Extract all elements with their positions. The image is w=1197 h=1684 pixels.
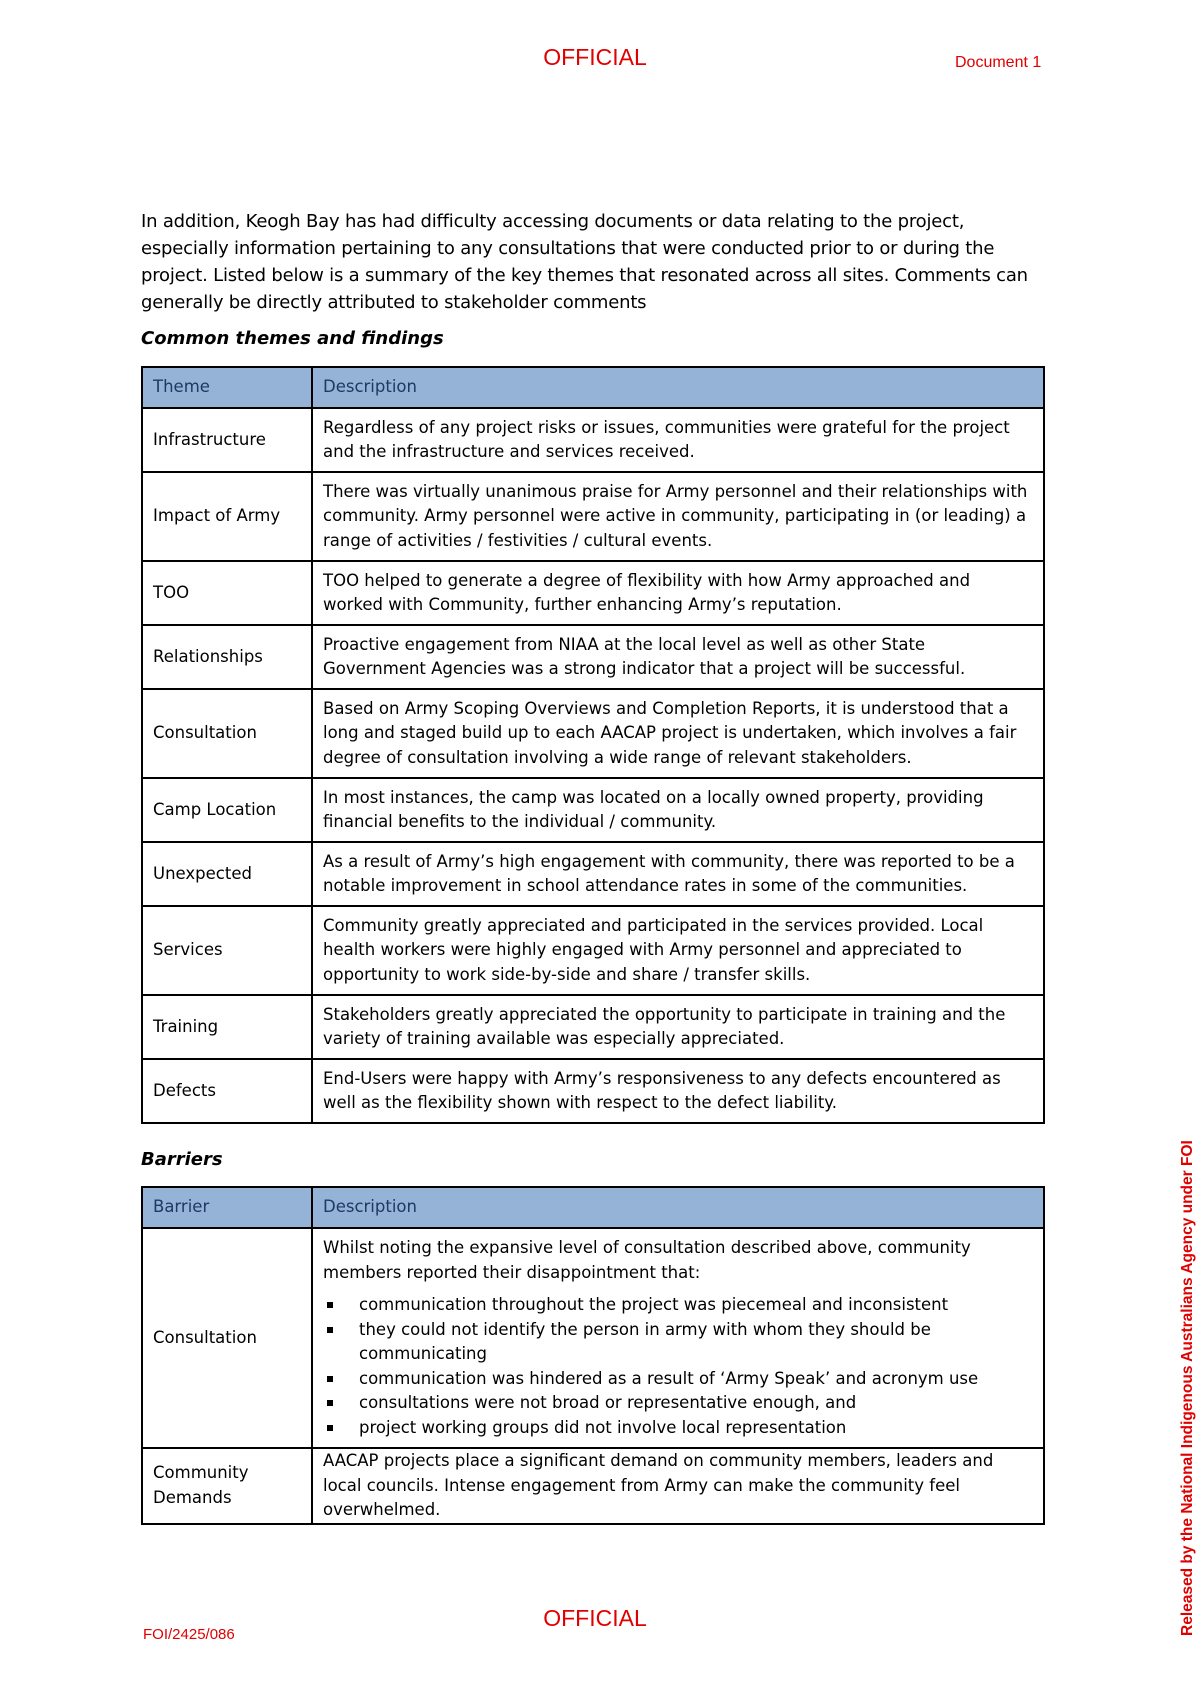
bullet-item: communication throughout the project was piecemeal and inconsistent (323, 1293, 1033, 1318)
column-header-description: Description (312, 1187, 1044, 1228)
description-cell: Regardless of any project risks or issues, communities were grateful for the project and the infrastructure and services received. (312, 408, 1044, 472)
theme-cell: Defects (142, 1059, 312, 1123)
table-header-row (142, 367, 1044, 408)
themes-heading: Common themes and findings (141, 328, 444, 349)
theme-cell: Camp Location (142, 778, 312, 842)
barriers-table (141, 1186, 1045, 1525)
table-row (142, 1448, 1044, 1524)
barriers-heading: Barriers (141, 1149, 223, 1170)
table-row (142, 1228, 1044, 1448)
description-cell (312, 1228, 1044, 1448)
description-cell: Stakeholders greatly appreciated the opportunity to participate in training and the variety of training available was especially appreciated. (312, 995, 1044, 1059)
description-cell: Proactive engagement from NIAA at the local level as well as other State Government Agencies was a strong indicator that a project will be successful. (312, 625, 1044, 689)
table-row (142, 778, 1044, 842)
table-row (142, 995, 1044, 1059)
table-row (142, 472, 1044, 561)
table-row (142, 561, 1044, 625)
theme-cell: Unexpected (142, 842, 312, 906)
table-row (142, 625, 1044, 689)
column-header-theme: Theme (142, 367, 312, 408)
description-cell: AACAP projects place a significant demand on community members, leaders and local councils. Intense engagement from Army can make the community feel overwhelmed. (312, 1448, 1044, 1524)
foi-release-notice: Released by the National Indigenous Australians Agency under FOI (1179, 1140, 1196, 1636)
description-cell: There was virtually unanimous praise for Army personnel and their relationships with community. Army personnel were active in community, participating in (or leading) a range of activities / festivities / cultural events. (312, 472, 1044, 561)
description-cell: In most instances, the camp was located on a locally owned property, providing financial benefits to the individual / community. (312, 778, 1044, 842)
theme-cell: TOO (142, 561, 312, 625)
description-cell: End-Users were happy with Army’s responsiveness to any defects encountered as well as the flexibility shown with respect to the defect liability. (312, 1059, 1044, 1123)
foi-reference: FOI/2425/086 (143, 1626, 235, 1643)
classification-footer: OFFICIAL (543, 1605, 647, 1631)
table-row (142, 689, 1044, 778)
description-cell: As a result of Army’s high engagement with community, there was reported to be a notable improvement in school attendance rates in some of the communities. (312, 842, 1044, 906)
description-text: Whilst noting the expansive level of consultation described above, community members reported their disappointment that: (323, 1238, 971, 1282)
classification-header: OFFICIAL (543, 44, 647, 70)
theme-cell: Infrastructure (142, 408, 312, 472)
description-cell: Community greatly appreciated and participated in the services provided. Local health workers were highly engaged with Army personnel and appreciated to opportunity to work side-by-side and share / transfer skills. (312, 906, 1044, 995)
bullet-list (323, 1293, 1033, 1440)
barrier-cell: Community Demands (142, 1448, 312, 1524)
description-cell: Based on Army Scoping Overviews and Completion Reports, it is understood that a long and staged build up to each AACAP project is undertaken, which involves a fair degree of consultation involving a wide range of relevant stakeholders. (312, 689, 1044, 778)
column-header-description: Description (312, 367, 1044, 408)
theme-cell: Training (142, 995, 312, 1059)
bullet-item: consultations were not broad or representative enough, and (323, 1391, 1033, 1416)
table-row (142, 842, 1044, 906)
description-cell: TOO helped to generate a degree of flexibility with how Army approached and worked with Community, further enhancing Army’s reputation. (312, 561, 1044, 625)
bullet-item: they could not identify the person in army with whom they should be communicating (323, 1318, 1033, 1367)
table-header-row (142, 1187, 1044, 1228)
column-header-barrier: Barrier (142, 1187, 312, 1228)
theme-cell: Relationships (142, 625, 312, 689)
theme-cell: Consultation (142, 689, 312, 778)
document-number: Document 1 (955, 54, 1042, 71)
barrier-cell: Consultation (142, 1228, 312, 1448)
bullet-item: project working groups did not involve local representation (323, 1416, 1033, 1441)
theme-cell: Impact of Army (142, 472, 312, 561)
intro-paragraph: In addition, Keogh Bay has had difficulty accessing documents or data relating to the project, especially information pertaining to any consultations that were conducted prior to or during the project. Listed below is a summary of the key themes that resonated across all sites. Comments can generally be directly attributed to stakeholder comments (141, 211, 1028, 313)
table-row (142, 906, 1044, 995)
theme-cell: Services (142, 906, 312, 995)
bullet-item: communication was hindered as a result of ‘Army Speak’ and acronym use (323, 1367, 1033, 1392)
themes-table (141, 366, 1045, 1124)
table-row (142, 408, 1044, 472)
table-row (142, 1059, 1044, 1123)
